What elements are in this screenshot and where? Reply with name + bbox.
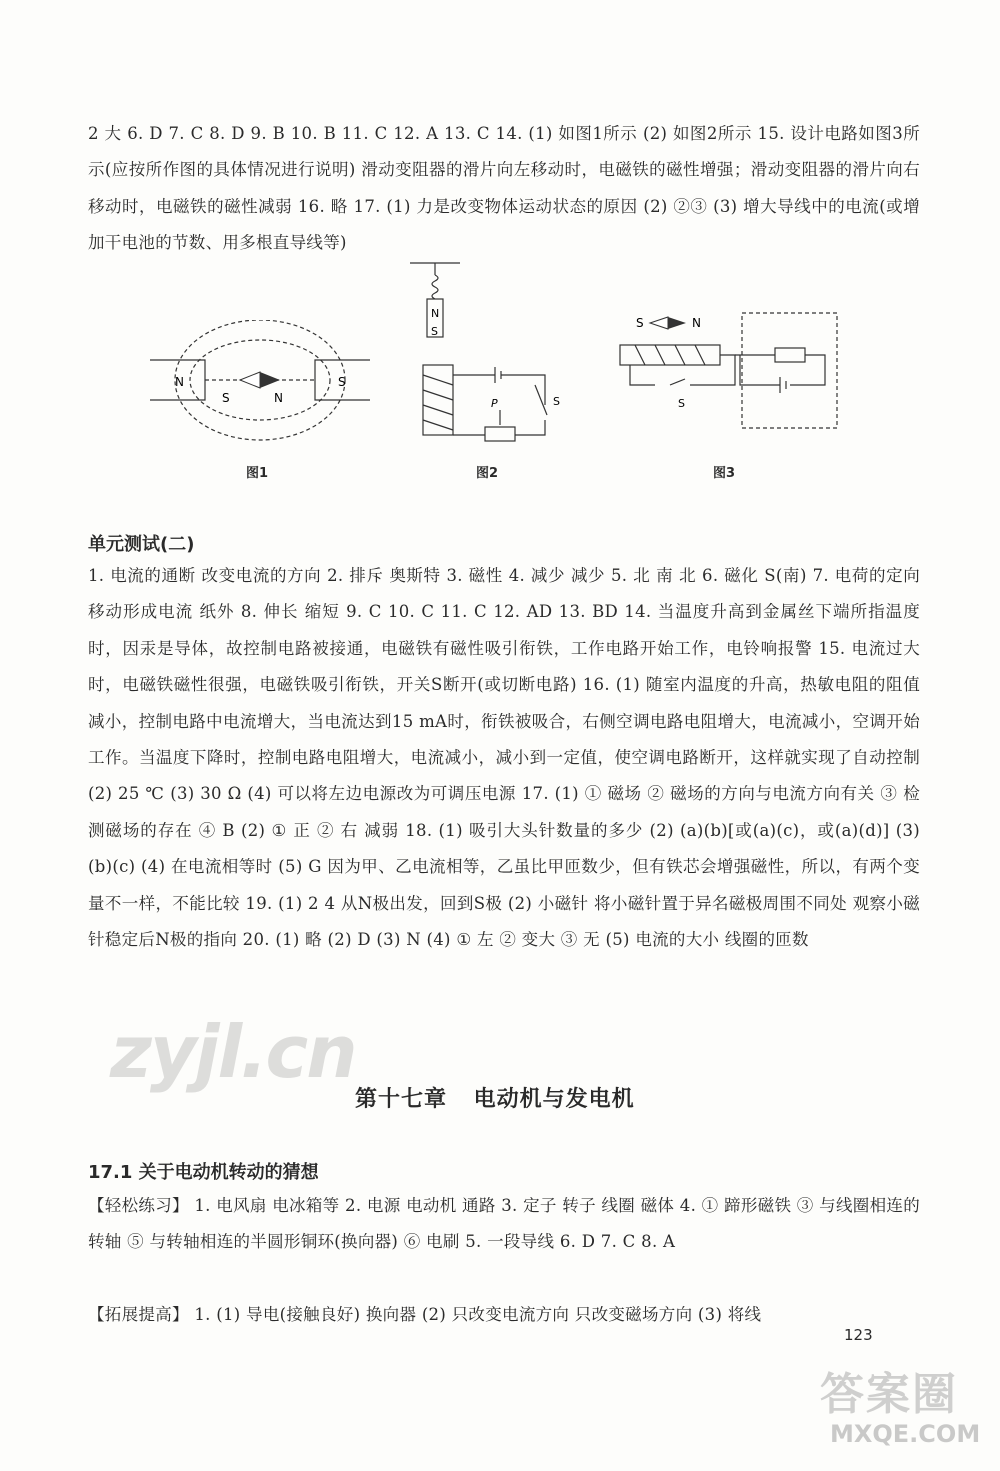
answers-block-top: 2 大 6. D 7. C 8. D 9. B 10. B 11. C 12. A 13. C 14. (1) 如图1所示 (2) 如图2所示 15. 设计电路如图3所示(应按所作图的具体情况进行说明) 滑动变阻器的滑片向左移动时，电磁铁的磁性增强；滑动变阻器的滑片向右移动时，电磁铁的磁性减弱 16. 略 17. (1) 力是改变物体运动状态的原因 (2) ②③ (3) 增大导线中的电流(或增加干电池的节数、用多根直导线等) [88, 124, 920, 253]
fig3-label-s: S [636, 316, 644, 330]
fig3-label-n: N [692, 316, 701, 330]
fig2-label-p: P [491, 397, 498, 410]
watermark-domain: MXQE.COM [830, 1420, 981, 1448]
figure-2 [405, 255, 575, 450]
fig3-label-switch: S [678, 397, 685, 410]
fig2-label-n: N [431, 307, 440, 320]
unit-test-answers: 1. 电流的通断 改变电流的方向 2. 排斥 奥斯特 3. 磁性 4. 减少 减少 5. 北 南 北 6. 磁化 S(南) 7. 电荷的定向移动形成电流 纸外 8. 伸长 缩短 9. C 10. C 11. C 12. AD 13. BD 14. 当温度升高到金属丝下端所指温度时，因汞是导体，故控制电路被接通，电磁铁有磁性吸引衔铁，工作电路开始工作，电铃响报警 15. 电流过大时，电磁铁磁性很强，电磁铁吸引衔铁，开关S断开(或切断电路) 16. (1) 随室内温度的升高，热敏电阻的阻值减小，控制电路中电流增大，当电流达到15 mA时，衔铁被吸合，右侧空调电路电阻增大，电流减小，空调开始工作。当温度下降时，控制电路电阻增大，电流减小，减小到一定值，使空调电路断开，这样就实现了自动控制 (2) 25 ℃ (3) 30 Ω (4) 可以将左边电源改为可调压电源 17. (1) ① 磁场 ② 磁场的方向与电流方向有关 ③ 检测磁场的存在 ④ B (2) ① 正 ② 右 减弱 18. (1) 吸引大头针数量的多少 (2) (a)(b)[或(a)(c)，或(a)(d)] (3) (b)(c) (4) 在电流相等时 (5) G 因为甲、乙电流相等，乙虽比甲匝数少，但有铁芯会增强磁性，所以，有两个变量不一样，不能比较 19. (1) 2 4 从N极出发，回到S极 (2) 小磁针 将小磁针置于异名磁极周围不同处 观察小磁针稳定后N极的指向 20. (1) 略 (2) D (3) N (4) ① 左 ② 变大 ③ 无 (5) 电流的大小 线圈的匝数 [88, 566, 920, 950]
fig1-label-needle-n: N [274, 391, 283, 405]
section-title: 17.1 关于电动机转动的猜想 [88, 1162, 319, 1183]
figure-2-caption: 图2 [476, 466, 499, 481]
figure-1 [150, 320, 370, 450]
unit-test-title: 单元测试(二) [88, 534, 195, 555]
fig1-label-left-magnet: N [175, 375, 184, 389]
fig1-label-needle-s: S [222, 391, 230, 405]
fig1-label-right-magnet: S [338, 375, 346, 389]
watermark-logo: zyjl.cn [110, 1010, 356, 1094]
section-easy-practice: 【轻松练习】 1. 电风扇 电冰箱等 2. 电源 电动机 通路 3. 定子 转子 线圈 磁体 4. ① 蹄形磁铁 ③ 与线圈相连的转轴 ⑤ 与转轴相连的半圆形铜环(换向器) ⑥ 电刷 5. 一段导线 6. D 7. C 8. A [88, 1196, 920, 1252]
fig2-label-switch: S [553, 395, 560, 408]
section-extend: 【拓展提高】 1. (1) 导电(接触良好) 换向器 (2) 只改变电流方向 只改变磁场方向 (3) 将线 [88, 1305, 762, 1324]
chapter-title: 第十七章 电动机与发电机 [355, 1087, 635, 1112]
figure-3 [610, 305, 840, 445]
figure-3-caption: 图3 [713, 466, 736, 481]
figure-1-caption: 图1 [246, 466, 269, 481]
watermark-site: 答案圈 [820, 1369, 958, 1420]
fig2-label-s: S [431, 325, 438, 338]
page-number: 123 [844, 1326, 873, 1344]
